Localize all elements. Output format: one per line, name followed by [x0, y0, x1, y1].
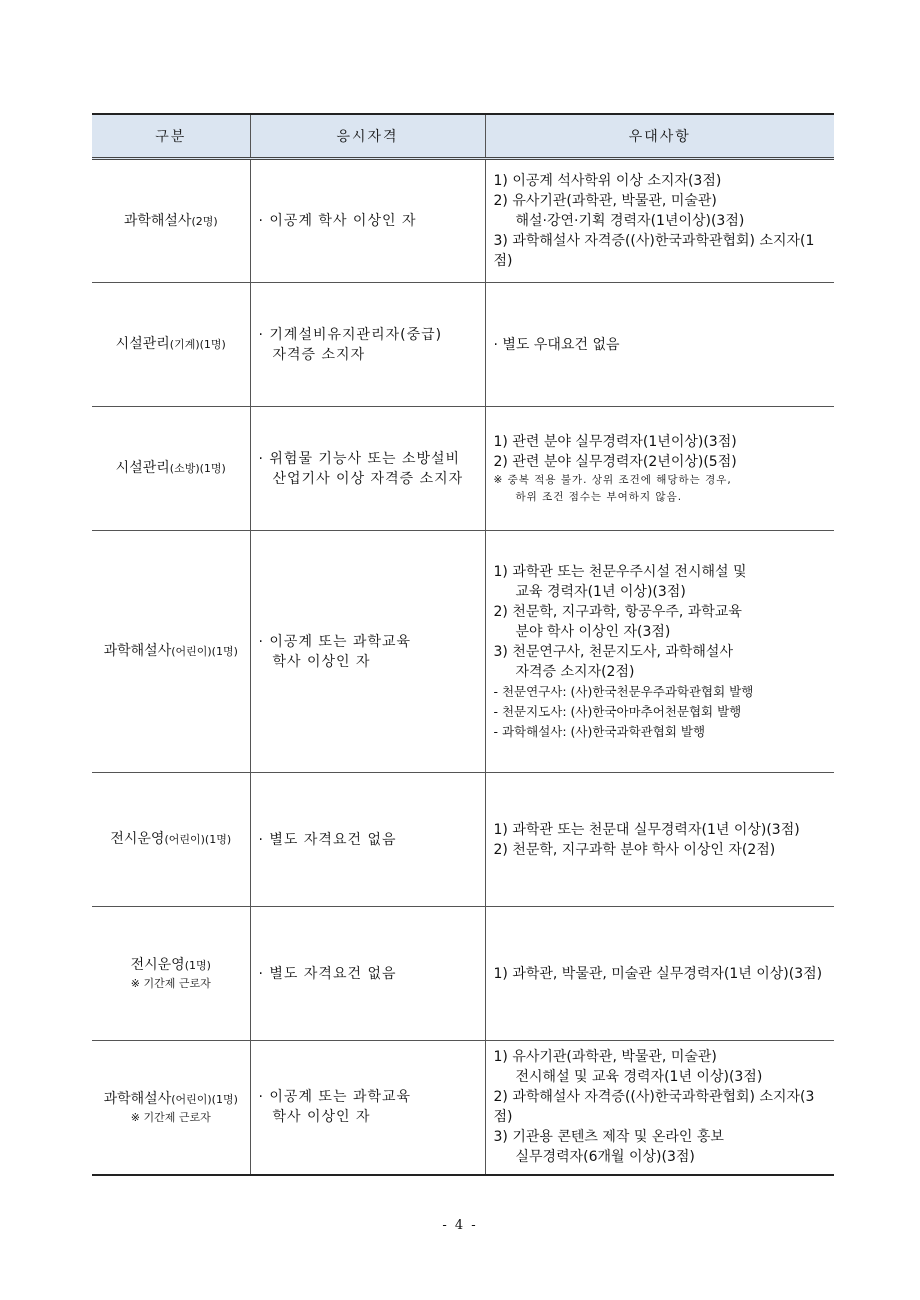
preference-line: 분야 학사 이상인 자(3점): [515, 623, 671, 640]
table-row: [92, 283, 834, 407]
preference-line: 자격증 소지자(2점): [515, 663, 635, 680]
preference-line: 2) 과학해설사 자격증((사)한국과학관협회) 소지자(3점): [493, 1089, 815, 1126]
category-cell: [92, 407, 250, 531]
qualification-line: 산업기사 이상 자격증 소지자: [272, 470, 464, 487]
preference-line: 교육 경력자(1년 이상)(3점): [515, 583, 686, 600]
qualification-line: · 위험물 기능사 또는 소방설비: [258, 450, 461, 467]
preference-line: 하위 조건 점수는 부여하지 않음.: [515, 490, 683, 503]
qualification-cell: [250, 531, 485, 773]
header-preference: 우대사항: [485, 114, 834, 159]
qualification-cell: [250, 407, 485, 531]
preference-line: 2) 천문학, 지구과학 분야 학사 이상인 자(2점): [493, 841, 776, 858]
qualification-line: · 이공계 또는 과학교육: [258, 1089, 412, 1106]
category-cell: [92, 773, 250, 907]
category-name: 과학해설사: [103, 643, 172, 659]
preference-line: 실무경력자(6개월 이상)(3점): [515, 1149, 695, 1166]
category-detail: (1명): [184, 959, 211, 972]
qualification-line: · 별도 자격요건 없음: [258, 965, 397, 982]
category-name: 시설관리: [115, 336, 170, 352]
preference-line: 2) 천문학, 지구과학, 항공우주, 과학교육: [493, 603, 742, 620]
preference-cell: [485, 907, 834, 1041]
preference-line: 해설·강연·기획 경력자(1년이상)(3점): [515, 213, 745, 229]
category-detail: (소방)(1명): [169, 462, 226, 475]
qualification-line: · 이공계 학사 이상인 자: [258, 213, 417, 229]
category-cell: [92, 531, 250, 773]
preference-line: 1) 과학관 또는 천문대 실무경력자(1년 이상)(3점): [493, 821, 800, 838]
qualification-line: · 이공계 또는 과학교육: [258, 633, 412, 650]
table-row: [92, 1041, 834, 1175]
preference-cell: [485, 531, 834, 773]
qualification-line: · 별도 자격요건 없음: [258, 831, 397, 848]
category-cell: [92, 1041, 250, 1175]
table-row: [92, 159, 834, 283]
qualification-cell: [250, 1041, 485, 1175]
category-name: 전시운영: [110, 831, 165, 847]
category-detail: (기계)(1명): [169, 338, 226, 351]
category-note: ※ 기간제 근로자: [130, 1110, 211, 1124]
category-detail: (어린이)(1명): [164, 833, 232, 846]
preference-line: 3) 과학해설사 자격증((사)한국과학관협회) 소지자(1점): [493, 233, 815, 269]
category-cell: [92, 907, 250, 1041]
qualification-cell: [250, 159, 485, 283]
table-row: [92, 907, 834, 1041]
category-cell: [92, 159, 250, 283]
preference-cell: [485, 159, 834, 283]
preference-line: 전시해설 및 교육 경력자(1년 이상)(3점): [515, 1069, 763, 1086]
qualification-table: [92, 113, 834, 1176]
category-detail: (2명): [191, 214, 218, 228]
preference-line: - 천문연구사: (사)한국천문우주과학관협회 발행: [493, 683, 754, 699]
preference-cell: [485, 407, 834, 531]
header-category: 구분: [92, 114, 250, 159]
preference-line: 1) 관련 분야 실무경력자(1년이상)(3점): [493, 433, 737, 450]
preference-cell: [485, 773, 834, 907]
category-detail: (어린이)(1명): [171, 1092, 238, 1106]
category-cell: [92, 283, 250, 407]
qualification-line: 자격증 소지자: [272, 346, 366, 363]
qualification-line: 학사 이상인 자: [272, 653, 371, 670]
qualification-line: 학사 이상인 자: [272, 1109, 371, 1126]
category-name: 과학해설사: [123, 212, 192, 229]
preference-line: ※ 중복 적용 불가. 상위 조건에 해당하는 경우,: [493, 473, 732, 486]
category-name: 시설관리: [115, 460, 170, 476]
table-row: [92, 531, 834, 773]
preference-line: 1) 과학관, 박물관, 미술관 실무경력자(1년 이상)(3점): [493, 965, 823, 982]
category-name: 과학해설사: [103, 1090, 172, 1107]
preference-line: - 천문지도사: (사)한국아마추어천문협회 발행: [493, 703, 742, 719]
table-row: [92, 773, 834, 907]
preference-line: 1) 이공계 석사학위 이상 소지자(3점): [493, 173, 722, 189]
preference-line: 2) 관련 분야 실무경력자(2년이상)(5점): [493, 453, 737, 470]
preference-line: · 별도 우대요건 없음: [493, 336, 620, 353]
table-row: [92, 407, 834, 531]
header-row: [92, 114, 834, 159]
preference-line: 2) 유사기관(과학관, 박물관, 미술관): [493, 193, 717, 209]
qualification-cell: [250, 907, 485, 1041]
preference-cell: [485, 1041, 834, 1175]
preference-line: 1) 유사기관(과학관, 박물관, 미술관): [493, 1049, 717, 1066]
preference-line: - 과학해설사: (사)한국과학관협회 발행: [493, 723, 706, 739]
qualification-line: · 기계설비유지관리자(중급): [258, 326, 443, 343]
category-name: 전시운영: [130, 957, 185, 973]
header-qualification: 응시자격: [250, 114, 485, 159]
qualification-cell: [250, 283, 485, 407]
category-note: ※ 기간제 근로자: [130, 977, 211, 990]
page-number: - 4 -: [442, 1218, 478, 1233]
preference-line: 3) 기관용 콘텐츠 제작 및 온라인 홍보: [493, 1129, 724, 1146]
category-detail: (어린이)(1명): [171, 645, 238, 658]
qualification-cell: [250, 773, 485, 907]
preference-line: 3) 천문연구사, 천문지도사, 과학해설사: [493, 643, 733, 660]
preference-cell: [485, 283, 834, 407]
preference-line: 1) 과학관 또는 천문우주시설 전시해설 및: [493, 563, 747, 580]
